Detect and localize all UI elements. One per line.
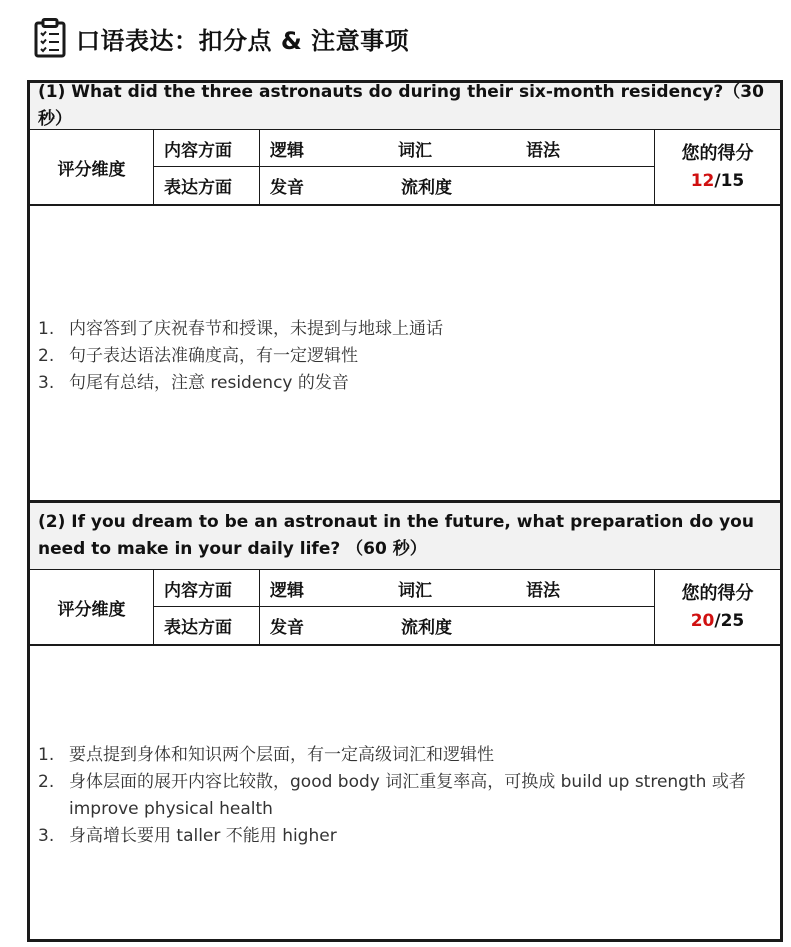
list-item	[30, 823, 780, 850]
criterion-logic: 逻辑	[270, 580, 304, 601]
criterion-fluency: 流利度	[401, 618, 452, 638]
list-item	[30, 742, 780, 769]
list-item	[30, 370, 780, 397]
list-number: 2.	[38, 772, 55, 792]
question-prompt	[30, 83, 780, 129]
score-cell	[654, 570, 780, 644]
list-number: 2.	[38, 346, 55, 366]
list-number: 3.	[38, 373, 55, 393]
content-criteria	[260, 570, 654, 607]
score-value	[691, 168, 745, 194]
question-text: (1) What did the three astronauts do during their six-month residency?（30 秒）	[38, 82, 764, 129]
list-text: 身体层面的展开内容比较散，good body 词汇重复率高，可换成 build up strength 或者 improve physical health	[69, 772, 746, 819]
expression-label: 表达方面	[154, 607, 260, 644]
score-earned: 12	[690, 171, 715, 191]
rubric-table	[30, 569, 780, 646]
list-text: 身高增长要用 taller 不能用 higher	[69, 826, 337, 846]
content-label: 内容方面	[154, 130, 260, 167]
feedback-list	[30, 316, 780, 397]
list-text: 句子表达语法准确度高，有一定逻辑性	[69, 346, 358, 366]
list-number: 1.	[38, 319, 55, 339]
list-number: 1.	[38, 745, 55, 765]
feedback-notes	[30, 646, 780, 850]
page-header	[34, 16, 409, 60]
criterion-pronunciation: 发音	[270, 618, 304, 638]
expression-criteria	[260, 607, 654, 644]
list-item	[30, 343, 780, 370]
expression-criteria	[260, 167, 654, 204]
score-cell	[654, 130, 780, 204]
criterion-pronunciation: 发音	[270, 178, 304, 198]
question-text: (2) If you dream to be an astronaut in the future, what preparation do you need to make in your daily life? （60 秒）	[38, 512, 754, 559]
question-prompt	[30, 503, 780, 569]
score-earned: 20	[690, 611, 715, 631]
score-label: 您的得分	[681, 583, 754, 604]
score-label: 您的得分	[681, 143, 754, 164]
dimension-label: 评分维度	[30, 570, 154, 644]
rubric-table	[30, 129, 780, 206]
content-label: 内容方面	[154, 570, 260, 607]
dimension-label: 评分维度	[30, 130, 154, 204]
expression-label: 表达方面	[154, 167, 260, 204]
question-card-1	[27, 80, 783, 503]
criterion-grammar: 语法	[526, 140, 560, 161]
clipboard-checklist-icon	[34, 18, 66, 58]
list-item	[30, 316, 780, 343]
question-card-2	[27, 500, 783, 942]
criterion-fluency: 流利度	[401, 178, 452, 198]
feedback-list	[30, 742, 780, 850]
list-text: 句尾有总结，注意 residency 的发音	[69, 373, 349, 393]
list-number: 3.	[38, 826, 55, 846]
list-text: 内容答到了庆祝春节和授课，未提到与地球上通话	[69, 319, 443, 339]
criterion-vocabulary: 词汇	[398, 580, 432, 601]
criterion-vocabulary: 词汇	[398, 140, 432, 161]
score-value	[691, 608, 745, 634]
feedback-notes	[30, 206, 780, 502]
page-title: 口语表达：扣分点 & 注意事项	[76, 26, 410, 55]
list-item	[30, 769, 780, 823]
list-text: 要点提到身体和知识两个层面，有一定高级词汇和逻辑性	[69, 745, 494, 765]
criterion-grammar: 语法	[526, 580, 560, 601]
score-total: /25	[714, 611, 745, 631]
criterion-logic: 逻辑	[270, 140, 304, 161]
score-total: /15	[714, 171, 745, 191]
content-criteria	[260, 130, 654, 167]
